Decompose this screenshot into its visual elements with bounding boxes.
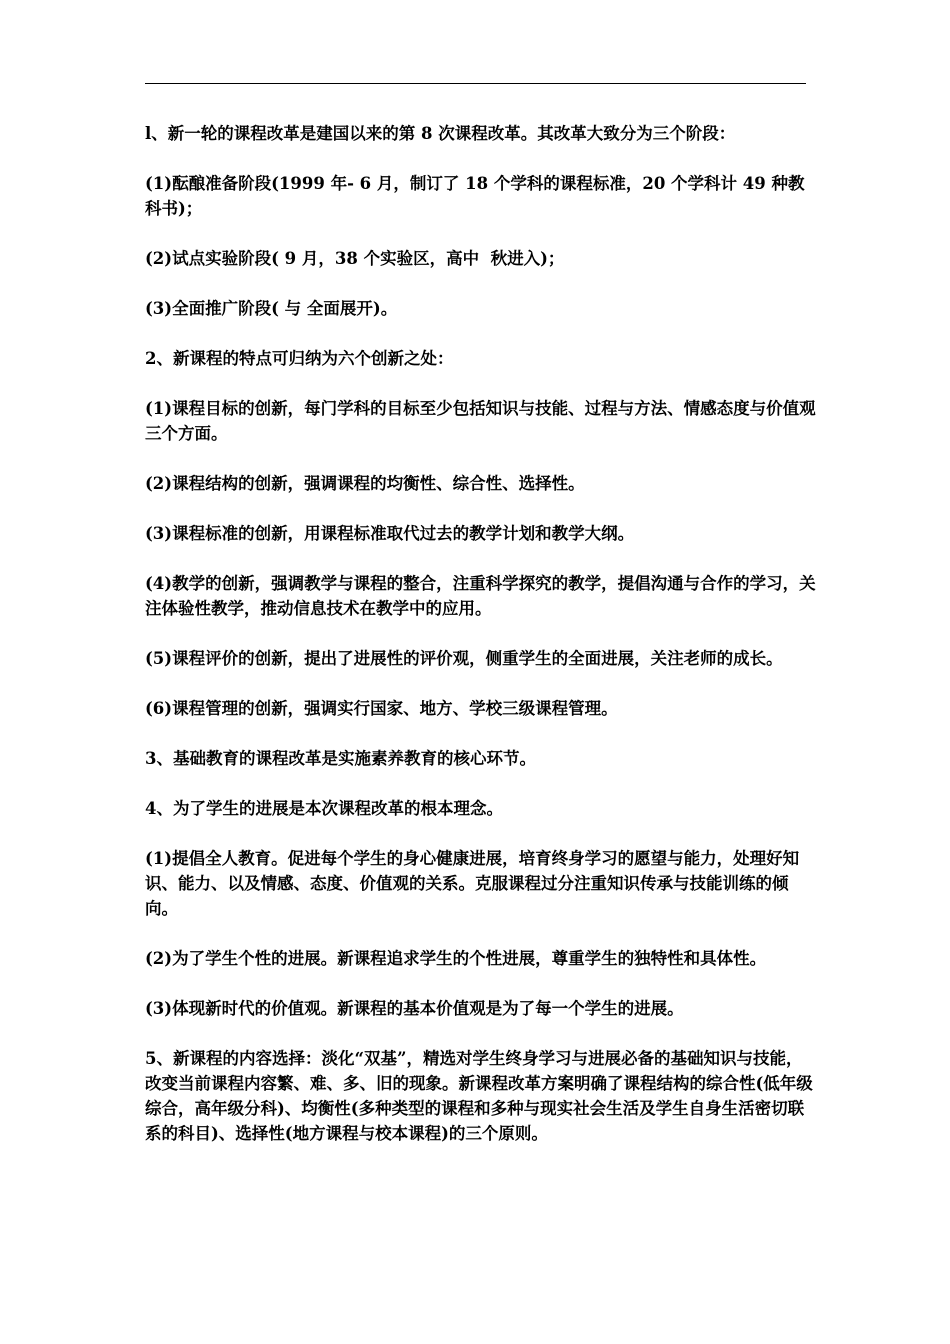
paragraph-4-item-2: (2)为了学生个性的进展。新课程追求学生的个性进展，尊重学生的独特性和具体性。 xyxy=(145,949,767,968)
header-rule xyxy=(145,83,806,84)
paragraph-3: 3、基础教育的课程改革是实施素养教育的核心环节。 xyxy=(145,749,536,768)
paragraph-4-item-3: (3)体现新时代的价值观。新课程的基本价值观是为了每一个学生的进展。 xyxy=(145,999,684,1018)
paragraph-2-item-3: (3)课程标准的创新，用课程标准取代过去的教学计划和教学大纲。 xyxy=(145,524,635,543)
paragraph-1-stage-3: (3)全面推广阶段( 与 全面展开)。 xyxy=(145,299,398,318)
paragraph-4-intro: 4、为了学生的进展是本次课程改革的根本理念。 xyxy=(145,799,503,818)
paragraph-1-intro: l、新一轮的课程改革是建国以来的第 8 次课程改革。其改革大致分为三个阶段： xyxy=(145,124,736,143)
paragraph-2-item-2: (2)课程结构的创新，强调课程的均衡性、综合性、选择性。 xyxy=(145,474,585,493)
paragraph-2-item-1: (1)课程目标的创新，每门学科的目标至少包括知识与技能、过程与方法、情感态度与价值观三个方面。 xyxy=(145,399,816,443)
paragraph-4-item-1: (1)提倡全人教育。促进每个学生的身心健康进展，培育终身学习的愿望与能力，处理好知识、能力、以及情感、态度、价值观的关系。克服课程过分注重知识传承与技能训练的倾向。 xyxy=(145,849,800,918)
paragraph-5: 5、新课程的内容选择：淡化“双基”，精选对学生终身学习与进展必备的基础知识与技能，改变当前课程内容繁、难、多、旧的现象。新课程改革方案明确了课程结构的综合性(低年级综合，高年级分科)、均衡性(多种类型的课程和多种与现实社会生活及学生自身生活密切联系的科目)、选择性(地方课程与校本课程)的三个原则。 xyxy=(145,1049,813,1143)
paragraph-2-intro: 2、新课程的特点可归纳为六个创新之处： xyxy=(145,349,454,368)
paragraph-2-item-6: (6)课程管理的创新，强调实行国家、地方、学校三级课程管理。 xyxy=(145,699,618,718)
paragraph-2-item-5: (5)课程评价的创新，提出了进展性的评价观，侧重学生的全面进展，关注老师的成长。 xyxy=(145,649,783,668)
paragraph-2-item-4: (4)教学的创新，强调教学与课程的整合，注重科学探究的教学，提倡沟通与合作的学习，关注体验性教学，推动信息技术在教学中的应用。 xyxy=(145,574,816,618)
paragraph-1-stage-2: (2)试点实验阶段( 9 月，38 个实验区，高中 秋进入)； xyxy=(145,249,565,268)
paragraph-1-stage-1: (1)酝酿准备阶段(1999 年- 6 月，制订了 18 个学科的课程标准，20 个学科计 49 种教科书)； xyxy=(145,174,805,218)
document-body xyxy=(145,121,817,1171)
